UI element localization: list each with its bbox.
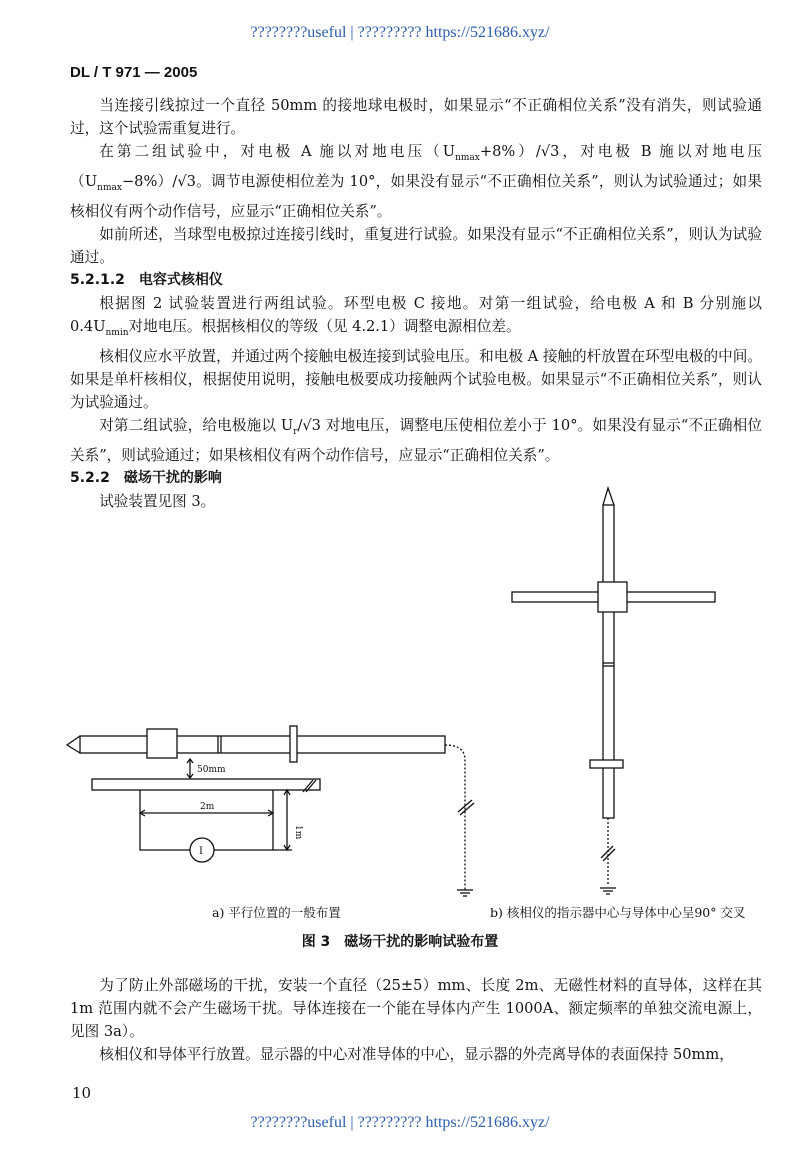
paragraph: 试验装置见图 3。 — [99, 492, 216, 510]
page-number: 10 — [72, 1084, 92, 1102]
caption-b: b) 核相仪的指示器中心与导体中心呈90° 交叉 — [490, 905, 746, 920]
label-1m: 1m — [293, 825, 303, 840]
paragraph: 在第二组试验中，对电极 A 施以对地电压$(U_{nmax}+8\%)/√3$，对电极 B 施以对地电压$(U_{nmax}-8\%)/√3$。调节电源使相位差为 10°，如果没有显示“不正确相位关系”，则认为试验通过；如果核相仪有两个动作信号，应显示“正确相位关系”。 — [70, 143, 762, 220]
watermark-link-top[interactable]: ????????useful | ????????? https://521686.xyz/ — [250, 24, 550, 41]
paragraph: 核相仪应水平放置，并通过两个接触电极连接到试验电压。和电极 A 接触的杆放置在环型电极的中间。如果是单杆核相仪，根据使用说明，接触电极要成功接触两个试验电极。如果显示“不正确相位关系”，则认为试验通过。 — [70, 347, 762, 411]
body-text-top — [70, 94, 762, 513]
paragraph: 当连接引线掠过一个直径 50mm 的接地球电极时，如果显示“不正确相位关系”没有消失，则试验通过，这个试验需重复进行。 — [70, 97, 762, 137]
paragraph: 对第二组试验，给电极施以 $U_r/√3$ 对地电压，调整电压使相位差小于 10°。如果没有显示“不正确相位关系”，则试验通过；如果核相仪有两个动作信号，应显示“正确相位关系”。 — [70, 416, 762, 464]
label-source: I — [199, 846, 203, 857]
figure-title: 图 3 磁场干扰的影响试验布置 — [301, 934, 499, 950]
ground-icon — [600, 888, 616, 894]
watermark-link-bottom[interactable]: ????????useful | ????????? https://521686.xyz/ — [250, 1114, 550, 1131]
section-heading: 5.2.2 磁场干扰的影响 — [70, 469, 222, 486]
document-id: DL / T 971 — 2005 — [70, 64, 198, 81]
body-text-bottom — [70, 974, 762, 1066]
paragraph: 根据图 2 试验装置进行两组试验。环型电极 C 接地。对第一组试验，给电极 A 和 B 分别施以 $0.4U_{nmin}$对地电压。根据核相仪的等级（见 4.2.1）调整电源相位差。 — [70, 294, 762, 338]
label-50mm: 50mm — [197, 765, 226, 775]
label-2m: 2m — [200, 802, 215, 812]
ground-icon — [457, 890, 473, 896]
paragraph: 核相仪和导体平行放置。显示器的中心对准导体的中心，显示器的外壳离导体的表面保持 50mm， — [99, 1046, 734, 1063]
phase-checker-crossed — [512, 488, 715, 894]
figure-3-diagram — [0, 480, 800, 920]
paragraph: 如前所述，当球型电极掠过连接引线时，重复进行试验。如果没有显示“不正确相位关系”，则认为试验通过。 — [70, 225, 762, 266]
caption-a: a) 平行位置的一般布置 — [212, 905, 341, 920]
paragraph: 为了防止外部磁场的干扰，安装一个直径（25±5）mm、长度 2m、无磁性材料的直导体，这样在其 1m 范围内就不会产生磁场干扰。导体连接在一个能在导体内产生 1000A、额定频率的单独交流电源上，见图 3a）。 — [70, 977, 762, 1040]
section-heading: 5.2.1.2 电容式核相仪 — [70, 271, 223, 288]
